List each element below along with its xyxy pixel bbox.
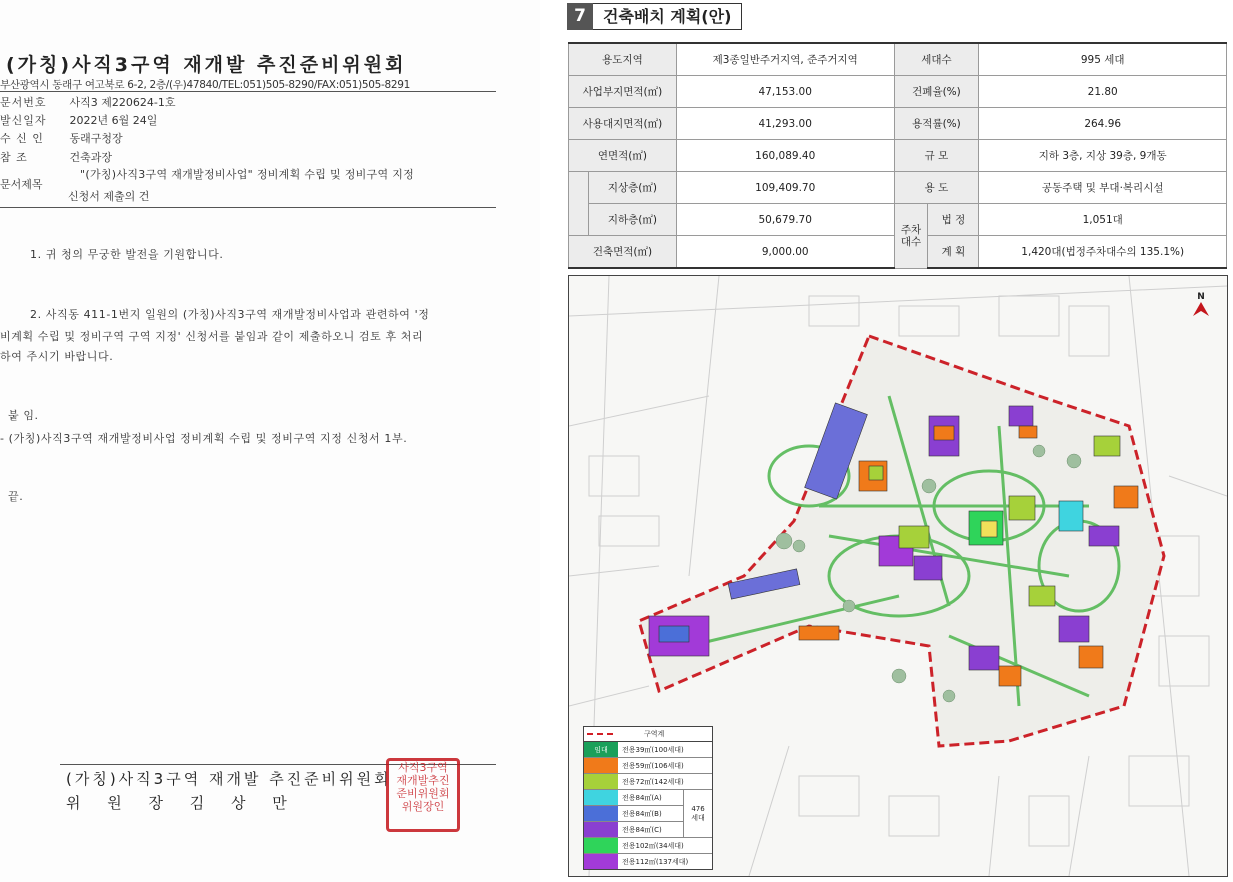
legend-swatch [584,854,618,869]
table-row [569,76,1227,108]
legend-swatch: 임대 [584,742,618,757]
table-row [569,43,1227,76]
official-seal: 사직3구역 재개발추진 준비위원회 위원장인 [386,758,460,832]
legend-label: 전용84㎡(B) [622,809,662,818]
boundary-line-icon [587,733,613,735]
meta-key: 문서제목 [0,178,43,191]
legend-label: 전용39㎡(100세대) [622,745,684,754]
legend-item [584,774,712,790]
table-header-cell: 세대수 [894,43,979,76]
table-header-cell: 법 정 [928,204,979,236]
divider [0,91,496,92]
meta-key: 참 조 [0,151,28,164]
table-cell: 지하 3층, 지상 39층, 9개동 [979,140,1227,172]
meta-key: 발신일자 [0,114,47,127]
signature-name: 위 원 장 김 상 만 [66,794,290,812]
meta-key: 수 신 인 [0,132,44,145]
table-cell: 1,051대 [979,204,1227,236]
subject-line: 신청서 제출의 건 [68,190,150,203]
meta-value: 사직3 제220624-1호 [69,96,176,109]
legend-label: 구역계 [644,730,665,738]
paragraph-2: 하여 주시기 바랍니다. [0,350,114,363]
legend-item [584,822,683,837]
legend-label: 전용84㎡(C) [622,825,662,834]
section-header [567,3,742,30]
table-row [569,172,1227,204]
table-row [569,108,1227,140]
legend-label: 전용102㎡(34세대) [622,841,684,850]
table-header-cell: 주차대수 [894,204,928,269]
table-header-cell: 사업부지면적(㎡) [569,76,677,108]
legend-swatch [584,838,618,853]
table-header-cell: 규 모 [894,140,979,172]
legend-item [584,806,683,822]
table-header-cell: 지하층(㎡) [588,204,676,236]
legend-item [584,854,712,869]
building-spec-table [568,42,1227,269]
section-title: 건축배치 계획(안) [593,3,742,30]
meta-key: 문서번호 [0,96,47,109]
legend-boundary-row [584,727,712,742]
legend-label: 전용59㎡(106세대) [622,761,684,770]
subject-line: "(가칭)사직3구역 재개발정비사업" 정비계획 수립 및 정비구역 지정 [80,168,415,181]
meta-value: 동래구청장 [69,132,123,145]
meta-recipient [0,130,123,146]
table-cell: 47,153.00 [676,76,894,108]
table-header-cell: 용도지역 [569,43,677,76]
site-plan-sheet [560,0,1233,882]
meta-send-date [0,112,157,128]
legend-label: 전용112㎡(137세대) [622,857,689,866]
table-cell: 50,679.70 [676,204,894,236]
table-header-cell: 건폐율(%) [894,76,979,108]
table-cell: 공동주택 및 부대·복리시설 [979,172,1227,204]
paragraph-1: 1. 귀 청의 무궁한 발전을 기원합니다. [30,248,224,261]
table-header-cell: 지상층(㎡) [588,172,676,204]
legend-item [584,742,712,758]
attachment-label: 붙 임. [8,409,39,422]
legend-swatch [584,822,618,837]
letter-address: 부산광역시 동래구 여고북로 6-2, 2층/(우)47840/TEL:051)505-8290/FAX:051)505-8291 [0,79,411,91]
site-plan-drawing [568,275,1228,877]
north-arrow-icon: N [1193,292,1209,319]
legend-group-count: 476 세대 [683,790,712,837]
meta-value: 건축과장 [69,151,113,164]
site-plan-legend [583,726,713,870]
table-cell: 109,409.70 [676,172,894,204]
table-row [569,204,1227,236]
legend-label: 전용72㎡(142세대) [622,777,684,786]
table-header-cell: 계 획 [928,236,979,269]
legend-swatch [584,790,618,805]
signature-organization: (가칭)사직3구역 재개발 추진준비위원회 [66,770,392,788]
table-header-cell: 연면적(㎡) [569,140,677,172]
table-cell: 41,293.00 [676,108,894,140]
legend-swatch [584,774,618,789]
legend-swatch [584,806,618,821]
table-cell: 264.96 [979,108,1227,140]
table-cell: 995 세대 [979,43,1227,76]
paragraph-2: 비계획 수립 및 정비구역 구역 지정' 신청서를 붙임과 같이 제출하오니 검토 후 처리 [0,330,424,343]
section-number: 7 [567,3,593,30]
legend-item [584,790,683,806]
divider [0,207,496,208]
table-cell: 21.80 [979,76,1227,108]
meta-doc-number [0,94,175,110]
table-spacer-cell [569,172,589,236]
table-cell: 160,089.40 [676,140,894,172]
table-cell: 9,000.00 [676,236,894,269]
legend-swatch [584,758,618,773]
table-cell: 1,420대(법정주차대수의 135.1%) [979,236,1227,269]
table-header-cell: 용적률(%) [894,108,979,140]
table-cell: 제3종일반주거지역, 준주거지역 [676,43,894,76]
meta-value: 2022년 6월 24일 [69,114,158,127]
table-header-cell: 건축면적(㎡) [569,236,677,269]
official-letter [0,0,540,882]
table-header-cell: 용 도 [894,172,979,204]
legend-label: 전용84㎡(A) [622,793,662,802]
meta-reference [0,149,112,165]
table-row [569,140,1227,172]
legend-item [584,758,712,774]
table-header-cell: 사용대지면적(㎡) [569,108,677,140]
paragraph-2: 2. 사직동 411-1번지 일원의 (가칭)사직3구역 재개발정비사업과 관련하여 '정 [30,308,430,321]
letter-title: (가칭)사직3구역 재개발 추진준비위원회 [6,54,407,76]
end-mark: 끝. [8,490,24,503]
legend-group-84 [584,790,712,838]
attachment-item: - (가칭)사직3구역 재개발정비사업 정비계획 수립 및 정비구역 지정 신청서 1부. [0,432,408,445]
legend-item [584,838,712,854]
